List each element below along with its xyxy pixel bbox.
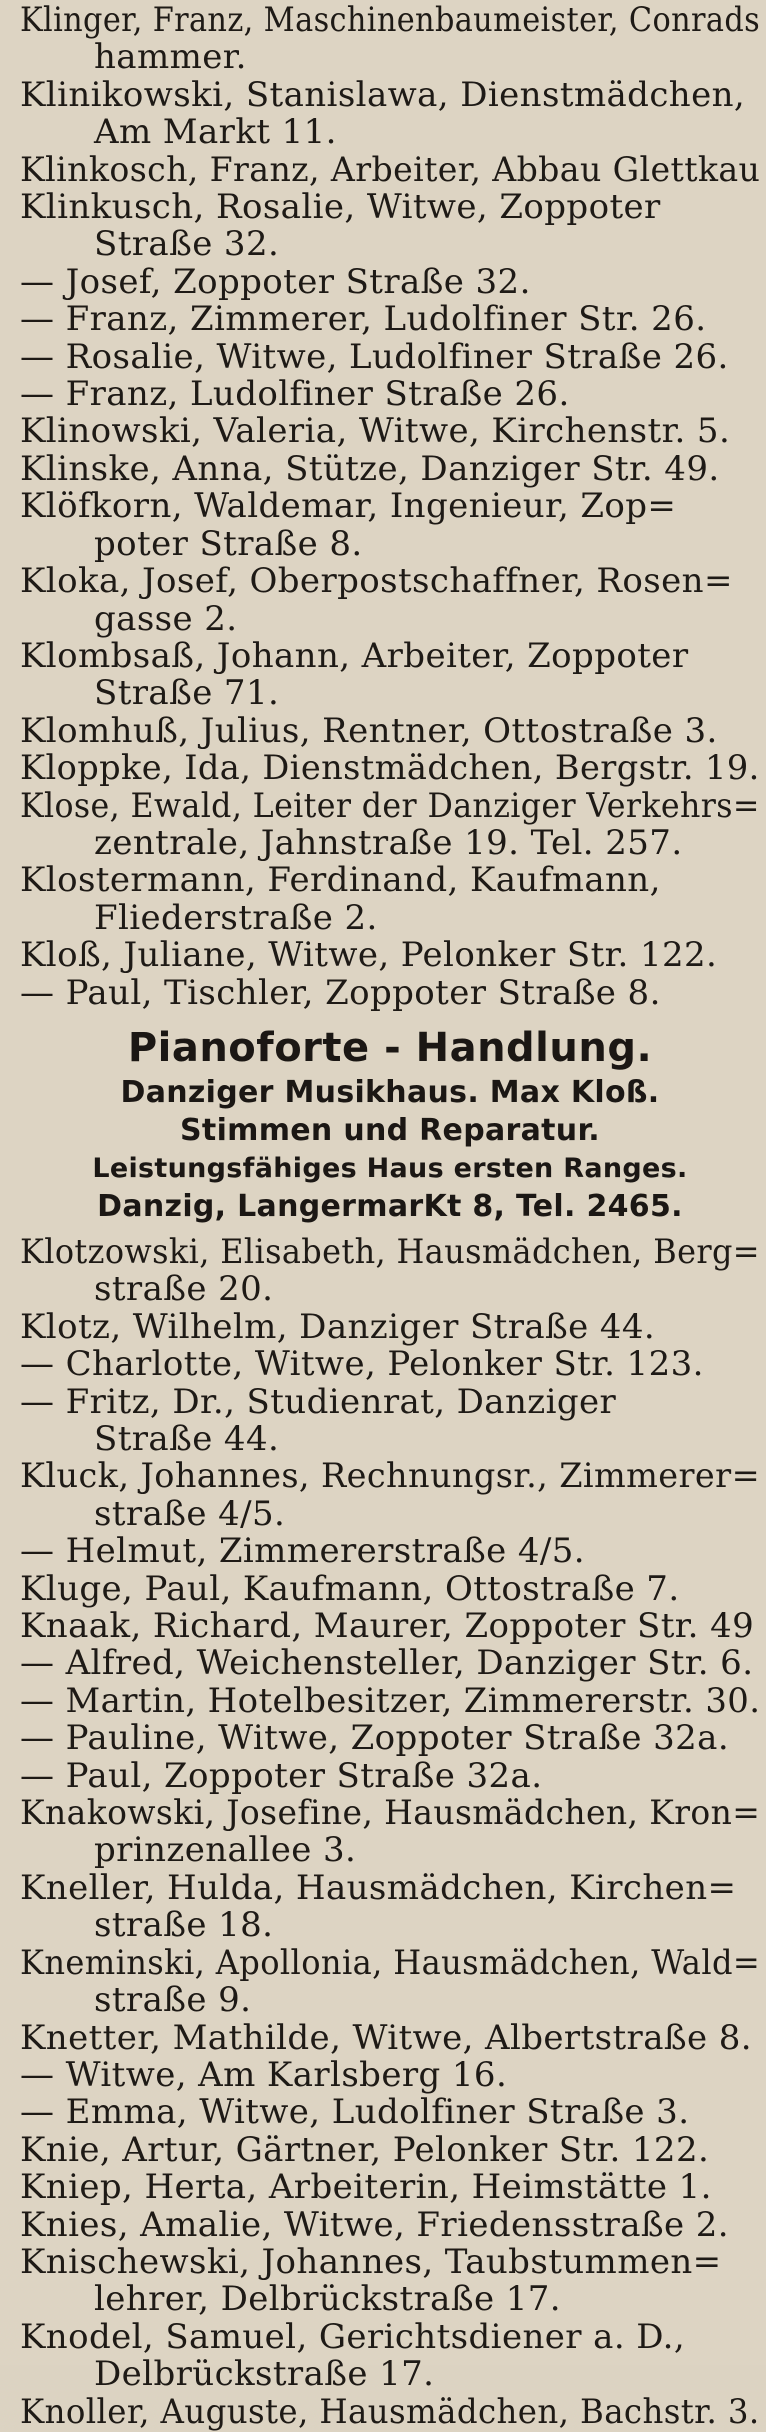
entry-line: — Witwe, Am Karlsberg 16.	[20, 2054, 508, 2095]
ad-line-1: Danziger Musikhaus. Max Kloß.	[120, 1074, 660, 1110]
entry-line: — Franz, Zimmerer, Ludolfiner Str. 26.	[20, 299, 707, 340]
entry-line: Klinske, Anna, Stütze, Danziger Str. 49.	[20, 448, 720, 489]
entry-line: Klostermann, Ferdinand, Kaufmann,	[20, 860, 661, 901]
entry-continuation-line: Fliederstraße 2.	[94, 897, 378, 938]
entry-line: Knie, Artur, Gärtner, Pelonker Str. 122.	[20, 2129, 710, 2170]
entry-line: Knakowski, Josefine, Hausmädchen, Kron=	[20, 1793, 761, 1834]
entry-line: Klinkosch, Franz, Arbeiter, Abbau Glettkau	[20, 149, 761, 190]
ad-line-4: Danzig, LangermarKt 8, Tel. 2465.	[97, 1188, 683, 1224]
entry-line: Klomhuß, Julius, Rentner, Ottostraße 3.	[20, 710, 718, 751]
entry-line: Knoller, Auguste, Hausmädchen, Bachstr. 3.	[20, 2391, 760, 2432]
entry-continuation-line: Straße 71.	[94, 673, 280, 714]
entry-continuation-line: straße 9.	[94, 1980, 252, 2021]
entry-line: — Rosalie, Witwe, Ludolfiner Straße 26.	[20, 336, 729, 377]
entry-continuation-line: Delbrückstraße 17.	[94, 2354, 435, 2395]
entry-line: Klinkusch, Rosalie, Witwe, Zoppoter	[20, 187, 661, 228]
entry-line: Knischewski, Johannes, Taubstummen=	[20, 2241, 722, 2282]
entry-line: — Pauline, Witwe, Zoppoter Straße 32a.	[20, 1718, 730, 1759]
entry-line: — Alfred, Weichensteller, Danziger Str. 6.	[20, 1643, 754, 1684]
entry-line: Klinger, Franz, Maschinenbaumeister, Conrads	[20, 0, 761, 40]
entry-continuation-line: zentrale, Jahnstraße 19. Tel. 257.	[94, 822, 683, 863]
entry-continuation-line: Am Markt 11.	[94, 112, 337, 153]
entry-line: Kloppke, Ida, Dienstmädchen, Bergstr. 19.	[20, 748, 760, 789]
entry-line: Kloka, Josef, Oberpostschaffner, Rosen=	[20, 561, 733, 602]
entry-line: — Paul, Tischler, Zoppoter Straße 8.	[20, 972, 661, 1013]
entry-line: Klinikowski, Stanislawa, Dienstmädchen,	[20, 74, 746, 115]
advertisement-block	[20, 1022, 760, 1226]
entry-line: Kluge, Paul, Kaufmann, Ottostraße 7.	[20, 1568, 680, 1609]
entry-continuation-line: prinzenallee 3.	[94, 1830, 357, 1871]
entry-line: Klinowski, Valeria, Witwe, Kirchenstr. 5.	[20, 411, 731, 452]
entry-continuation-line: lehrer, Delbrückstraße 17.	[94, 2279, 561, 2320]
entry-line: — Josef, Zoppoter Straße 32.	[20, 261, 531, 302]
entry-line: — Emma, Witwe, Ludolfiner Straße 3.	[20, 2092, 690, 2133]
entry-continuation-line: poter Straße 8.	[94, 523, 363, 564]
entry-line: Kluck, Johannes, Rechnungsr., Zimmerer=	[20, 1456, 761, 1497]
entry-line: Klotz, Wilhelm, Danziger Straße 44.	[20, 1306, 656, 1347]
entry-line: Knies, Amalie, Witwe, Friedensstraße 2.	[20, 2204, 730, 2245]
entry-line: Kloß, Juliane, Witwe, Pelonker Str. 122.	[20, 935, 718, 976]
entry-line: Kniep, Herta, Arbeiterin, Heimstätte 1.	[20, 2167, 712, 2208]
ad-line-3: Leistungsfähiges Haus ersten Ranges.	[92, 1152, 688, 1184]
entry-line: — Fritz, Dr., Studienrat, Danziger	[20, 1381, 617, 1422]
entry-line: Knodel, Samuel, Gerichtsdiener a. D.,	[20, 2316, 686, 2357]
entry-continuation-line: gasse 2.	[94, 598, 238, 639]
entry-line: Knaak, Richard, Maurer, Zoppoter Str. 49	[20, 1606, 755, 1647]
entry-continuation-line: straße 18.	[94, 1905, 274, 1946]
entry-line: Kneminski, Apollonia, Hausmädchen, Wald=	[20, 1942, 761, 1983]
entry-line: Klombsaß, Johann, Arbeiter, Zoppoter	[20, 635, 689, 676]
entry-continuation-line: Straße 32.	[94, 224, 280, 265]
entry-continuation-line: hammer.	[94, 37, 247, 78]
entry-line: Kneller, Hulda, Hausmädchen, Kirchen=	[20, 1867, 737, 1908]
entry-line: Klotzowski, Elisabeth, Hausmädchen, Berg=	[20, 1231, 760, 1272]
entry-line: Klose, Ewald, Leiter der Danziger Verkehrs=	[20, 785, 760, 826]
entry-continuation-line: Straße 44.	[94, 1419, 280, 1459]
entry-line: — Franz, Ludolfiner Straße 26.	[20, 374, 570, 415]
ad-title: Pianoforte - Handlung.	[127, 1024, 653, 1071]
entry-line: — Charlotte, Witwe, Pelonker Str. 123.	[20, 1344, 704, 1385]
entries-before-ad	[20, 0, 760, 1012]
entry-line: — Paul, Zoppoter Straße 32a.	[20, 1755, 543, 1796]
entry-line: Klöfkorn, Waldemar, Ingenieur, Zop=	[20, 486, 677, 527]
entry-line: — Martin, Hotelbesitzer, Zimmererstr. 30.	[20, 1680, 761, 1721]
entry-line: Knetter, Mathilde, Witwe, Albertstraße 8.	[20, 2017, 752, 2058]
ad-line-2: Stimmen und Reparatur.	[180, 1112, 600, 1148]
entry-line: — Helmut, Zimmererstraße 4/5.	[20, 1531, 585, 1572]
entry-continuation-line: straße 4/5.	[94, 1493, 286, 1534]
entries-after-ad	[20, 1231, 761, 2432]
entry-continuation-line: straße 20.	[94, 1269, 274, 1310]
